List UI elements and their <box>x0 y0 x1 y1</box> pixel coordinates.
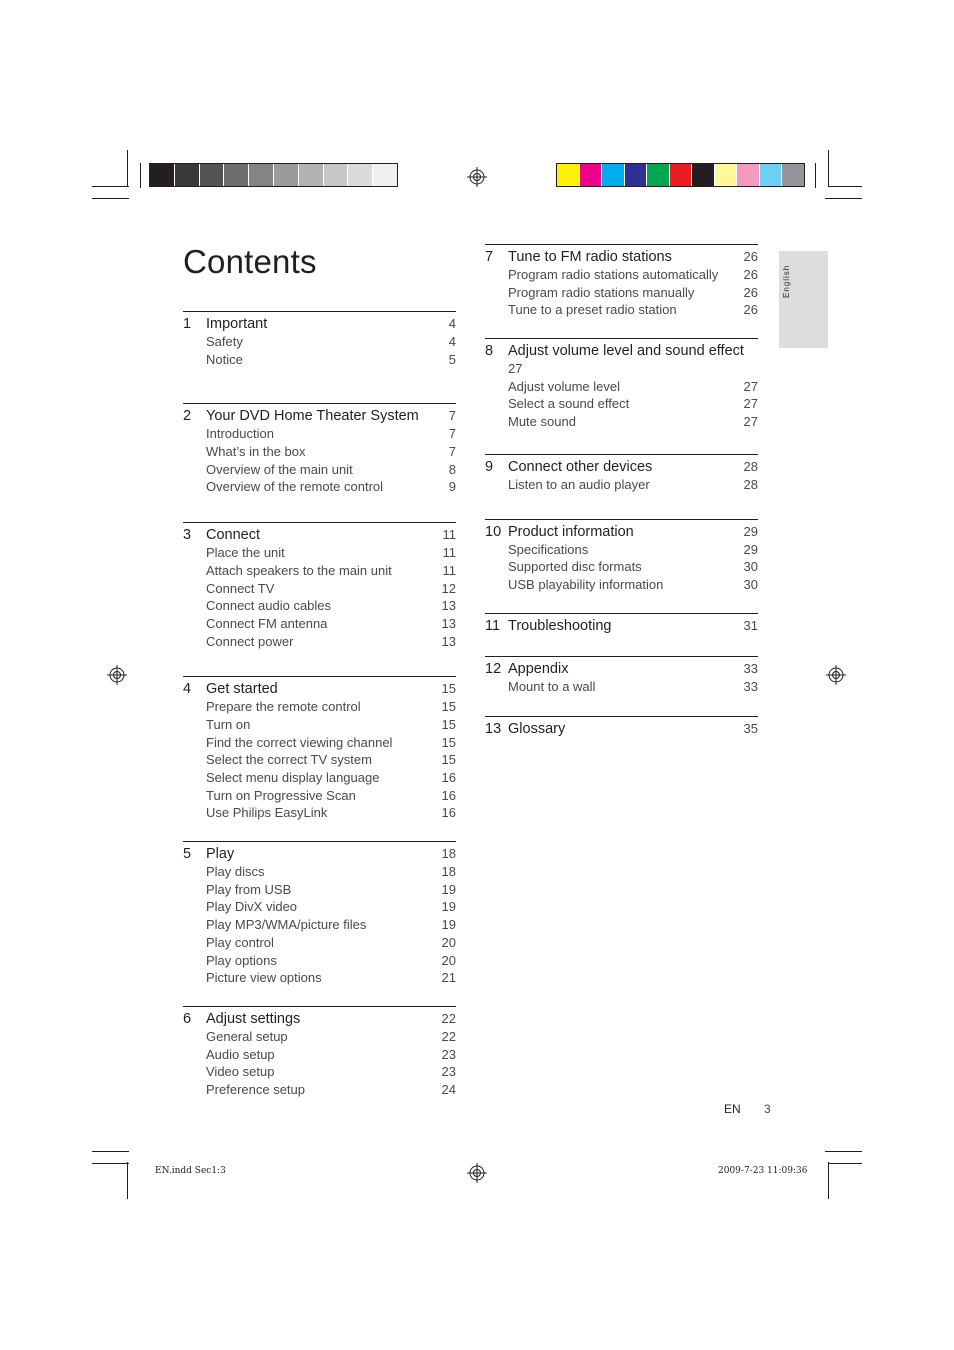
toc-section-heading[interactable] <box>183 1011 456 1029</box>
toc-entry[interactable] <box>485 285 758 303</box>
crop-mark-bottom-right-h <box>828 1163 862 1164</box>
crop-mark-bottom-right-v <box>828 1162 829 1199</box>
toc-entry-title: Preference setup <box>206 1081 306 1097</box>
toc-entry-title: Listen to an audio player <box>508 476 650 492</box>
toc-entry-title: Play DivX video <box>206 899 298 915</box>
toc-entry-page: 15 <box>441 734 456 750</box>
toc-entry-page: 21 <box>441 970 456 986</box>
toc-entry[interactable] <box>485 577 758 595</box>
toc-entry-page: 9 <box>448 479 456 495</box>
toc-entry-page: 4 <box>448 334 456 349</box>
toc-entry-page: 30 <box>743 559 758 575</box>
toc-section-number: 11 <box>485 617 501 634</box>
crop-mark-top-right-v2 <box>815 163 816 188</box>
toc-entry-title: Program radio stations manually <box>508 284 695 300</box>
toc-section-title: Adjust volume level and sound effect <box>508 343 744 360</box>
toc-entry-title: Play control <box>206 934 274 950</box>
toc-entry-page: 16 <box>441 787 456 803</box>
toc-entry-title: Prepare the remote control <box>206 699 361 715</box>
toc-entry-title: Specifications <box>508 541 589 557</box>
slug-timestamp: 2009-7-23 11:09:36 <box>718 1166 808 1176</box>
toc-entry[interactable] <box>183 334 456 352</box>
crop-mark-top-left-v2 <box>140 163 141 188</box>
toc-entry[interactable] <box>183 352 456 370</box>
toc-entry-page: 27 <box>743 414 758 430</box>
toc-entry-page: 20 <box>441 934 456 950</box>
toc-section-title: Important <box>206 316 268 332</box>
toc-section-title: Glossary <box>508 721 566 738</box>
toc-entry-page: 26 <box>743 284 758 300</box>
toc-entry-page: 7 <box>448 426 456 442</box>
toc-entry-page: 19 <box>441 881 456 897</box>
crop-mark-top-right-h2 <box>825 198 862 199</box>
toc-entry-title: Play MP3/WMA/picture files <box>206 917 367 933</box>
toc-entry-page: 18 <box>441 864 456 880</box>
toc-entry-title: Supported disc formats <box>508 559 642 575</box>
toc-section-title: Product information <box>508 523 634 540</box>
toc-entry-title: Select the correct TV system <box>206 752 372 768</box>
toc-section-title: Appendix <box>508 660 569 677</box>
toc-entry-title: Attach speakers to the main unit <box>206 562 392 578</box>
toc-section-page: 33 <box>743 660 758 676</box>
toc-section-page: 27 <box>508 361 523 377</box>
toc-entry-title: Select menu display language <box>206 770 380 785</box>
toc-section-number: 7 <box>485 249 494 265</box>
toc-entry-page: 11 <box>442 562 456 578</box>
slug-file-info: EN.indd Sec1:3 <box>155 1166 226 1176</box>
toc-entry[interactable] <box>485 542 758 560</box>
toc-entry-page: 15 <box>441 716 456 732</box>
toc-entry-title: Introduction <box>206 426 274 442</box>
color-swatch <box>224 164 249 186</box>
toc-entry-title: Mute sound <box>508 414 576 430</box>
toc-entry[interactable] <box>183 479 456 497</box>
toc-entry-page: 19 <box>441 899 456 915</box>
toc-entry[interactable] <box>183 1029 456 1047</box>
toc-section-heading[interactable] <box>183 527 456 545</box>
toc-entry[interactable] <box>183 917 456 935</box>
toc-entry-title: Turn on <box>206 716 251 732</box>
toc-entry[interactable] <box>183 970 456 988</box>
toc-entry-page: 7 <box>448 444 456 460</box>
toc-entry[interactable] <box>183 616 456 634</box>
toc-section-page: 15 <box>441 681 456 697</box>
toc-entry-page: 13 <box>441 598 456 614</box>
color-swatch <box>782 164 804 186</box>
toc-entry[interactable] <box>485 302 758 320</box>
toc-entry-title: Use Philips EasyLink <box>206 805 328 821</box>
toc-section-number: 12 <box>485 660 502 677</box>
toc-entry-page: 27 <box>743 378 758 394</box>
toc-right-column <box>485 244 758 739</box>
toc-section <box>183 522 456 651</box>
toc-entry-title: Play options <box>206 952 277 968</box>
toc-section-number: 1 <box>183 316 192 332</box>
toc-entry-title: Overview of the main unit <box>206 461 353 477</box>
color-swatch <box>557 164 580 186</box>
toc-entry[interactable] <box>485 477 758 495</box>
color-swatch <box>175 164 200 186</box>
color-swatch <box>602 164 625 186</box>
toc-entry-title: Tune to a preset radio station <box>508 302 677 318</box>
toc-entry[interactable] <box>183 598 456 616</box>
toc-entry-title: General setup <box>206 1028 288 1044</box>
toc-section-page: 22 <box>441 1010 456 1026</box>
toc-section-title: Connect other devices <box>508 458 653 475</box>
toc-section-page: 35 <box>743 721 758 737</box>
toc-entry-page: 5 <box>448 351 456 367</box>
toc-section <box>183 1006 456 1100</box>
toc-entry[interactable] <box>183 717 456 735</box>
toc-section-page: 11 <box>442 527 456 543</box>
toc-section-title: Adjust settings <box>206 1010 301 1027</box>
toc-section-page: 4 <box>448 316 456 331</box>
toc-entry[interactable] <box>183 462 456 480</box>
color-swatch <box>348 164 373 186</box>
toc-entry[interactable] <box>183 788 456 806</box>
toc-section-page: 18 <box>441 846 456 862</box>
toc-entry[interactable] <box>183 864 456 882</box>
color-swatch <box>760 164 783 186</box>
toc-section-page: 31 <box>743 617 758 633</box>
color-swatch <box>200 164 225 186</box>
toc-section-heading[interactable] <box>485 618 758 636</box>
toc-section-heading[interactable] <box>485 343 758 361</box>
toc-section-number: 9 <box>485 458 494 475</box>
toc-entry-title: Find the correct viewing channel <box>206 734 393 750</box>
toc-entry-page: 33 <box>743 678 758 694</box>
toc-section <box>485 338 758 432</box>
toc-entry-title: Overview of the remote control <box>206 479 384 495</box>
footer-page-number: 3 <box>764 1102 771 1116</box>
color-swatch <box>692 164 715 186</box>
toc-entry-page: 15 <box>441 699 456 715</box>
toc-section <box>183 841 456 988</box>
toc-section-page: 28 <box>743 458 758 474</box>
toc-section-number: 3 <box>183 527 192 544</box>
color-swatch <box>150 164 175 186</box>
toc-entry-title: Video setup <box>206 1064 275 1080</box>
toc-entry-title: Play discs <box>206 864 265 880</box>
registration-mark-icon <box>107 665 127 685</box>
color-swatch <box>274 164 299 186</box>
color-swatch-bar <box>556 163 805 187</box>
toc-entry[interactable] <box>485 267 758 285</box>
toc-section <box>183 676 456 823</box>
color-swatch <box>737 164 760 186</box>
color-swatch <box>580 164 603 186</box>
toc-entry[interactable] <box>183 426 456 444</box>
toc-section-number: 5 <box>183 846 192 863</box>
color-swatch <box>249 164 274 186</box>
toc-entry-page: 20 <box>441 952 456 968</box>
toc-section <box>485 519 758 595</box>
registration-mark-icon <box>467 167 487 187</box>
toc-entry-title: Select a sound effect <box>508 396 630 412</box>
toc-section-heading[interactable] <box>485 459 758 477</box>
toc-section <box>485 613 758 636</box>
toc-section <box>485 716 758 739</box>
footer-language: EN <box>724 1102 741 1116</box>
toc-section-page: 26 <box>743 249 758 264</box>
page-title: Contents <box>183 243 317 280</box>
toc-section-heading[interactable] <box>485 661 758 679</box>
registration-mark-icon <box>826 665 846 685</box>
toc-section-heading[interactable] <box>183 408 456 426</box>
toc-section-heading[interactable] <box>183 316 456 334</box>
toc-section-heading[interactable] <box>485 249 758 267</box>
toc-entry-title: Play from USB <box>206 881 292 897</box>
toc-section-title: Play <box>206 846 235 863</box>
toc-section-number: 10 <box>485 523 502 540</box>
toc-section-heading[interactable] <box>485 524 758 542</box>
toc-section-page-continued <box>485 361 758 379</box>
crop-mark-top-right-h <box>828 186 862 187</box>
toc-entry-title: Safety <box>206 334 243 349</box>
toc-entry-page: 16 <box>441 805 456 821</box>
toc-section-title: Tune to FM radio stations <box>508 249 672 265</box>
toc-section-number: 8 <box>485 343 494 360</box>
toc-section-heading[interactable] <box>183 681 456 699</box>
toc-section-title: Get started <box>206 681 278 698</box>
toc-entry[interactable] <box>183 634 456 652</box>
toc-section <box>183 403 456 497</box>
color-swatch <box>715 164 738 186</box>
toc-section <box>485 454 758 495</box>
toc-entry-title: Connect power <box>206 633 294 649</box>
crop-mark-top-left-h <box>92 186 129 187</box>
toc-entry-title: Adjust volume level <box>508 378 620 394</box>
toc-entry[interactable] <box>183 545 456 563</box>
crop-mark-bottom-left-h <box>92 1163 129 1164</box>
language-tab-label: English <box>782 264 791 298</box>
toc-entry-title: Mount to a wall <box>508 678 596 694</box>
toc-section-heading[interactable] <box>485 721 758 739</box>
registration-mark-icon <box>467 1163 487 1183</box>
toc-entry-page: 15 <box>441 752 456 768</box>
toc-entry-title: What’s in the box <box>206 444 306 460</box>
toc-entry[interactable] <box>183 770 456 788</box>
gray-swatch-bar <box>149 163 398 187</box>
color-swatch <box>324 164 349 186</box>
toc-section-heading[interactable] <box>183 846 456 864</box>
toc-entry-page: 23 <box>441 1064 456 1080</box>
toc-entry[interactable] <box>485 396 758 414</box>
toc-section-title: Troubleshooting <box>508 617 612 634</box>
toc-entry[interactable] <box>183 953 456 971</box>
toc-entry-page: 12 <box>441 580 456 596</box>
toc-section-page: 29 <box>743 523 758 539</box>
toc-entry-title: Place the unit <box>206 545 285 561</box>
toc-entry-page: 26 <box>743 302 758 318</box>
toc-section-page: 7 <box>448 408 456 424</box>
toc-entry-page: 23 <box>441 1046 456 1062</box>
toc-entry-title: Notice <box>206 351 243 367</box>
toc-entry-page: 11 <box>442 545 456 561</box>
toc-section-number: 13 <box>485 721 502 738</box>
toc-entry[interactable] <box>183 1064 456 1082</box>
crop-mark-top-right-v <box>828 150 829 187</box>
color-swatch <box>647 164 670 186</box>
toc-entry[interactable] <box>485 679 758 697</box>
crop-mark-bottom-right-h2 <box>825 1151 862 1152</box>
toc-entry[interactable] <box>183 1082 456 1100</box>
toc-entry-page: 16 <box>441 770 456 785</box>
toc-entry[interactable] <box>183 581 456 599</box>
toc-entry[interactable] <box>485 414 758 432</box>
crop-mark-bottom-left-h2 <box>92 1151 129 1152</box>
toc-entry-page: 24 <box>441 1081 456 1097</box>
toc-section-title: Your DVD Home Theater System <box>206 408 419 425</box>
toc-entry[interactable] <box>183 1047 456 1065</box>
toc-entry-title: Picture view options <box>206 970 322 986</box>
toc-entry[interactable] <box>183 882 456 900</box>
color-swatch <box>625 164 648 186</box>
toc-entry-page: 29 <box>743 541 758 557</box>
toc-entry-page: 13 <box>441 615 456 631</box>
toc-entry[interactable] <box>183 444 456 462</box>
toc-entry-page: 19 <box>441 917 456 933</box>
toc-section-title: Connect <box>206 527 261 544</box>
color-swatch <box>299 164 324 186</box>
toc-entry-page: 30 <box>743 576 758 592</box>
toc-entry[interactable] <box>183 699 456 717</box>
toc-entry-page: 27 <box>743 396 758 412</box>
toc-entry-page: 28 <box>743 476 758 492</box>
crop-mark-bottom-left-v <box>127 1162 128 1199</box>
toc-entry[interactable] <box>183 735 456 753</box>
crop-mark-top-left-h2 <box>92 198 129 199</box>
toc-entry[interactable] <box>183 899 456 917</box>
toc-entry-page: 26 <box>743 267 758 282</box>
toc-entry-title: Program radio stations automatically <box>508 267 719 282</box>
toc-entry-page: 8 <box>448 461 456 477</box>
toc-entry-title: Connect audio cables <box>206 598 332 614</box>
toc-entry[interactable] <box>183 752 456 770</box>
toc-entry-title: Connect FM antenna <box>206 615 328 631</box>
toc-section-number: 2 <box>183 408 192 425</box>
toc-entry-title: Connect TV <box>206 580 275 596</box>
toc-section <box>485 244 758 320</box>
toc-entry-page: 13 <box>441 633 456 649</box>
toc-entry-page: 22 <box>441 1028 456 1044</box>
color-swatch <box>670 164 693 186</box>
toc-entry[interactable] <box>485 559 758 577</box>
toc-section <box>183 311 456 369</box>
toc-left-column <box>183 311 456 1100</box>
toc-entry-title: Audio setup <box>206 1046 275 1062</box>
crop-mark-top-left-v <box>127 150 128 187</box>
toc-section-number: 4 <box>183 681 192 698</box>
color-swatch <box>373 164 397 186</box>
toc-section <box>485 656 758 697</box>
toc-entry-title: Turn on Progressive Scan <box>206 787 356 803</box>
toc-section-number: 6 <box>183 1010 192 1027</box>
toc-entry[interactable] <box>485 379 758 397</box>
toc-entry[interactable] <box>183 935 456 953</box>
toc-entry[interactable] <box>183 563 456 581</box>
toc-entry-title: USB playability information <box>508 576 664 592</box>
toc-entry[interactable] <box>183 805 456 823</box>
